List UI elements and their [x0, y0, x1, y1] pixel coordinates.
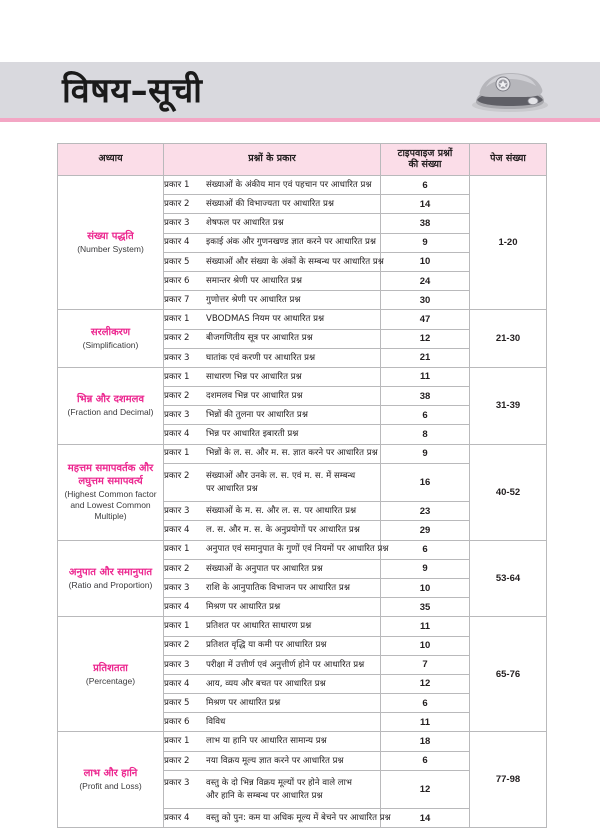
column-header-chapter: अध्याय — [58, 144, 164, 176]
question-type-label: प्रकार 4 — [164, 678, 190, 689]
question-type-cell — [164, 598, 381, 617]
question-type-cell — [164, 367, 381, 386]
question-count-cell: 38 — [381, 214, 470, 233]
question-count-cell: 16 — [381, 463, 470, 501]
page-range-cell: 1-20 — [470, 176, 547, 310]
question-type-text: भिन्नों के ल. स. और म. स. ज्ञात करने पर आधारित प्रश्न — [206, 448, 378, 459]
page-range-cell: 40-52 — [470, 444, 547, 540]
question-type-label: प्रकार 2 — [164, 390, 190, 401]
table-row — [58, 617, 547, 636]
question-type-text: संख्याओं के अनुपात पर आधारित प्रश्न — [206, 563, 323, 574]
question-type-label: प्रकार 4 — [164, 813, 190, 824]
question-count-cell: 38 — [381, 387, 470, 406]
toc-table — [57, 143, 547, 828]
question-type-cell — [164, 636, 381, 655]
question-type-text: संख्याओं की विभाज्यता पर आधारित प्रश्न — [206, 199, 334, 210]
chapter-name-english: (Fraction and Decimal) — [67, 407, 154, 418]
question-count-cell: 8 — [381, 425, 470, 444]
question-count-cell: 10 — [381, 636, 470, 655]
question-type-label: प्रकार 4 — [164, 525, 190, 536]
question-type-text: परीक्षा में उत्तीर्ण एवं अनुत्तीर्ण होने पर आधारित प्रश्न — [206, 659, 365, 670]
chapter-cell — [58, 367, 164, 444]
question-type-cell — [164, 233, 381, 252]
question-type-label: प्रकार 6 — [164, 717, 190, 728]
question-type-cell — [164, 329, 381, 348]
table-row — [58, 367, 547, 386]
question-count-cell: 7 — [381, 655, 470, 674]
page-range-cell: 65-76 — [470, 617, 547, 732]
question-type-cell — [164, 348, 381, 367]
question-type-text: वस्तु को पुन: कम या अधिक मूल्य में बेचने पर आधारित प्रश्न — [206, 813, 391, 824]
question-type-text: साधारण भिन्न पर आधारित प्रश्न — [206, 371, 302, 382]
question-count-cell: 6 — [381, 406, 470, 425]
question-type-label: प्रकार 2 — [164, 640, 190, 651]
chapter-name-english: (Simplification) — [82, 340, 139, 351]
table-row — [58, 444, 547, 463]
question-type-label: प्रकार 3 — [164, 659, 190, 670]
question-type-text: संख्याओं और उनके ल. स. एवं म. स. में सम्बन्ध पर आधारित प्रश्न — [206, 471, 356, 494]
question-type-label: प्रकार 2 — [164, 333, 190, 344]
question-type-label: प्रकार 2 — [164, 563, 190, 574]
table-row — [58, 732, 547, 751]
question-type-cell — [164, 271, 381, 290]
question-type-cell — [164, 674, 381, 693]
question-count-cell: 21 — [381, 348, 470, 367]
chapter-cell — [58, 444, 164, 540]
typewise-count-line1: टाइपवाइज प्रश्नों — [397, 147, 453, 159]
police-cap-icon — [466, 67, 552, 113]
question-count-cell: 11 — [381, 617, 470, 636]
question-type-cell — [164, 387, 381, 406]
question-type-text: VBODMAS नियम पर आधारित प्रश्न — [206, 314, 325, 325]
question-type-text: प्रतिशत पर आधारित साधारण प्रश्न — [206, 621, 312, 632]
page-range-cell: 53-64 — [470, 540, 547, 617]
page-title: विषय–सूची — [62, 71, 203, 112]
question-count-cell: 29 — [381, 521, 470, 540]
table-row — [58, 176, 547, 195]
question-type-cell — [164, 809, 391, 828]
question-type-cell — [164, 732, 381, 751]
question-type-cell — [164, 425, 381, 444]
question-count-cell: 9 — [381, 444, 470, 463]
typewise-count-line2: की संख्या — [408, 158, 442, 170]
question-type-label: प्रकार 3 — [164, 506, 190, 517]
question-type-text: अनुपात एवं समानुपात के गुणों एवं नियमों पर आधारित प्रश्न — [206, 544, 389, 555]
question-type-label: प्रकार 1 — [164, 621, 190, 632]
question-type-label: प्रकार 5 — [164, 256, 190, 267]
question-type-label: प्रकार 1 — [164, 314, 190, 325]
question-type-label: प्रकार 1 — [164, 448, 190, 459]
question-count-cell: 35 — [381, 598, 470, 617]
question-type-text: दशमलव भिन्न पर आधारित प्रश्न — [206, 390, 303, 401]
question-type-cell — [164, 655, 381, 674]
question-type-cell — [164, 770, 381, 808]
question-type-text: शेषफल पर आधारित प्रश्न — [206, 218, 284, 229]
question-type-label: प्रकार 1 — [164, 371, 190, 382]
question-count-cell: 11 — [381, 367, 470, 386]
table-header-row — [58, 144, 547, 176]
question-type-cell — [164, 502, 381, 521]
question-type-text: ल. स. और म. स. के अनुप्रयोगों पर आधारित प्रश्न — [206, 525, 360, 536]
question-type-text: समान्तर श्रेणी पर आधारित प्रश्न — [206, 275, 302, 286]
question-type-cell — [164, 444, 381, 463]
question-type-label: प्रकार 4 — [164, 237, 190, 248]
question-type-cell — [164, 578, 381, 597]
question-type-label: प्रकार 4 — [164, 429, 190, 440]
question-count-cell: 14 — [381, 195, 470, 214]
question-type-label: प्रकार 5 — [164, 697, 190, 708]
question-count-cell: 9 — [381, 233, 470, 252]
question-type-text: भिन्नों की तुलना पर आधारित प्रश्न — [206, 410, 308, 421]
chapter-cell — [58, 310, 164, 368]
question-type-label: प्रकार 2 — [164, 755, 190, 766]
question-count-cell: 6 — [381, 751, 470, 770]
question-type-cell — [164, 291, 381, 310]
question-type-label: प्रकार 4 — [164, 602, 190, 612]
question-type-cell — [164, 214, 381, 233]
question-type-label: प्रकार 2 — [164, 471, 190, 482]
question-type-cell — [164, 540, 389, 559]
chapter-name-english: (Percentage) — [85, 675, 136, 686]
question-type-text: भिन्न पर आधारित इबारती प्रश्न — [206, 429, 299, 440]
table-header — [58, 144, 547, 176]
question-type-text: बीजगणितीय सूत्र पर आधारित प्रश्न — [206, 333, 313, 344]
question-count-cell: 12 — [381, 770, 470, 808]
question-type-cell — [164, 463, 381, 501]
question-type-cell — [164, 694, 381, 713]
column-header-page-number: पेज संख्या — [470, 144, 547, 176]
question-type-label: प्रकार 2 — [164, 199, 190, 210]
table-body — [58, 176, 547, 828]
question-type-text: आय, व्यय और बचत पर आधारित प्रश्न — [206, 678, 326, 689]
table-of-contents — [57, 143, 546, 828]
question-type-label: प्रकार 3 — [164, 352, 190, 363]
chapter-name-english: (Ratio and Proportion) — [68, 580, 153, 591]
chapter-name-hindi: संख्या पद्धति — [87, 231, 134, 243]
question-count-cell: 23 — [381, 502, 470, 521]
question-count-cell: 9 — [381, 559, 470, 578]
chapter-name-english: (Profit and Loss) — [79, 781, 142, 792]
question-type-text: मिश्रण पर आधारित प्रश्न — [206, 697, 281, 708]
question-type-label: प्रकार 1 — [164, 544, 190, 555]
question-type-text: लाभ या हानि पर आधारित सामान्य प्रश्न — [206, 736, 327, 747]
question-count-cell: 18 — [381, 732, 470, 751]
question-count-cell: 6 — [381, 540, 470, 559]
question-count-cell: 24 — [381, 271, 470, 290]
table-row — [58, 310, 547, 329]
page-range-cell: 77-98 — [470, 732, 547, 828]
chapter-name-hindi: अनुपात और समानुपात — [68, 567, 153, 579]
column-header-typewise-count — [381, 144, 470, 176]
question-type-cell — [164, 195, 381, 214]
question-type-label: प्रकार 3 — [164, 218, 190, 229]
table-row — [58, 540, 547, 559]
question-count-cell: 12 — [381, 329, 470, 348]
column-header-question-types: प्रश्नों के प्रकार — [164, 144, 381, 176]
question-type-cell — [164, 713, 381, 732]
question-type-text: इकाई अंक और गुणनखण्ड ज्ञात करने पर आधारित प्रश्न — [206, 237, 376, 248]
question-type-cell — [164, 559, 381, 578]
question-type-label: प्रकार 6 — [164, 275, 190, 286]
question-count-cell: 12 — [381, 674, 470, 693]
chapter-name-hindi: महत्तम समापवर्तक और लघुत्तम समापवर्त्य — [67, 463, 154, 488]
question-type-cell — [164, 176, 381, 195]
page-range-cell: 21-30 — [470, 310, 547, 368]
chapter-name-hindi: लाभ और हानि — [83, 768, 138, 780]
question-count-cell: 47 — [381, 310, 470, 329]
question-type-label: प्रकार 1 — [164, 179, 190, 190]
question-count-cell: 11 — [381, 713, 470, 732]
question-type-cell — [164, 310, 381, 329]
chapter-name-hindi: सरलीकरण — [90, 327, 131, 339]
question-type-cell — [164, 406, 381, 425]
chapter-cell — [58, 176, 164, 310]
question-type-text: गुणोत्तर श्रेणी पर आधारित प्रश्न — [206, 294, 301, 305]
question-count-cell: 30 — [381, 291, 470, 310]
page-header-banner — [0, 62, 600, 122]
question-count-cell: 6 — [381, 694, 470, 713]
question-type-label: प्रकार 7 — [164, 294, 190, 305]
chapter-name-english: (Highest Common factor and Lowest Common Multiple) — [64, 489, 157, 522]
question-type-label: प्रकार 3 — [164, 410, 190, 421]
chapter-cell — [58, 617, 164, 732]
question-type-label: प्रकार 3 — [164, 582, 190, 593]
chapter-name-hindi: प्रतिशतता — [93, 662, 128, 674]
question-type-cell — [164, 751, 381, 770]
question-type-text: वस्तु के दो भिन्न विक्रय मूल्यों पर होने वाले लाभ और हानि के सम्बन्ध पर आधारित प्रश्न — [206, 778, 352, 801]
question-type-text: संख्याओं के म. स. और ल. स. पर आधारित प्रश्न — [206, 506, 357, 517]
question-type-text: नया विक्रय मूल्य ज्ञात करने पर आधारित प्रश्न — [206, 755, 344, 766]
question-type-cell — [164, 521, 381, 540]
page-range-cell: 31-39 — [470, 367, 547, 444]
chapter-name-hindi: भिन्न और दशमलव — [76, 394, 145, 406]
chapter-name-english: (Number System) — [77, 244, 144, 255]
question-count-cell: 10 — [381, 252, 470, 271]
question-type-text: मिश्रण पर आधारित प्रश्न — [206, 602, 281, 612]
chapter-cell — [58, 732, 164, 828]
question-type-text: संख्याओं और संख्या के अंकों के सम्बन्ध पर आधारित प्रश्न — [206, 256, 384, 267]
question-type-text: घातांक एवं करणी पर आधारित प्रश्न — [206, 352, 316, 363]
question-count-cell: 6 — [381, 176, 470, 195]
question-type-label: प्रकार 3 — [164, 778, 190, 789]
question-count-cell: 10 — [381, 578, 470, 597]
chapter-cell — [58, 540, 164, 617]
question-count-cell: 14 — [381, 809, 470, 828]
question-type-cell — [164, 252, 384, 271]
question-type-text: राशि के आनुपातिक विभाजन पर आधारित प्रश्न — [206, 582, 350, 593]
question-type-label: प्रकार 1 — [164, 736, 190, 747]
question-type-text: विविध — [206, 717, 226, 728]
question-type-text: संख्याओं के अंकीय मान एवं पहचान पर आधारित प्रश्न — [206, 179, 372, 190]
question-type-cell — [164, 617, 381, 636]
question-type-text: प्रतिशत वृद्धि या कमी पर आधारित प्रश्न — [206, 640, 327, 651]
